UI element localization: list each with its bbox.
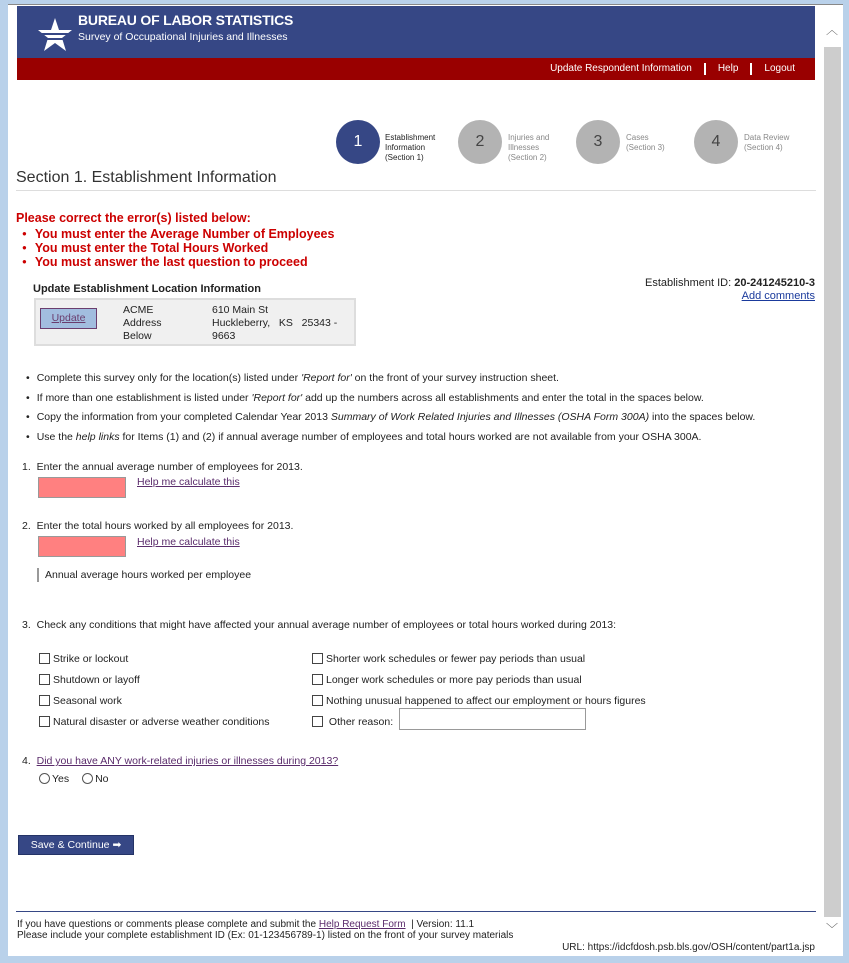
checkbox-seasonal[interactable]: Seasonal work bbox=[39, 691, 270, 712]
q4-question-link[interactable]: Did you have ANY work-related injuries or illnesses during 2013? bbox=[36, 755, 339, 767]
divider bbox=[16, 190, 816, 191]
establishment-name: ACME Address Below bbox=[123, 304, 162, 342]
scrollbar-thumb[interactable] bbox=[824, 47, 841, 917]
checkbox-shutdown[interactable]: Shutdown or layoff bbox=[39, 670, 270, 691]
error-item: ● You must answer the last question to proceed bbox=[22, 255, 334, 269]
step-4: 4 bbox=[694, 120, 738, 164]
footer-line-2: Please include your complete establishment ID (Ex: 01-123456789-1) listed on the front of your survey materials bbox=[17, 930, 514, 941]
step-1: 1 bbox=[336, 120, 380, 164]
help-request-form-link[interactable]: Help Request Form bbox=[318, 919, 406, 930]
step-2: 2 bbox=[458, 120, 502, 164]
browser-viewport bbox=[8, 4, 843, 956]
step-2-label: Injuries and Illnesses (Section 2) bbox=[508, 133, 550, 162]
instruction-item: • Complete this survey only for the location(s) listed under 'Report for' on the front of your survey instruction sheet. bbox=[26, 369, 755, 389]
instruction-item: • If more than one establishment is listed under 'Report for' add up the numbers across all establishments and enter the total in the spaces below. bbox=[26, 389, 755, 409]
other-reason-input[interactable] bbox=[399, 708, 586, 730]
survey-name: Survey of Occupational Injuries and Illnesses bbox=[78, 31, 288, 43]
avg-employees-input[interactable] bbox=[38, 477, 126, 498]
checkbox-other-reason[interactable]: Other reason: bbox=[312, 712, 646, 733]
step-1-label: Establishment Information (Section 1) bbox=[385, 133, 436, 162]
scroll-down-icon[interactable]: ﹀ bbox=[826, 922, 839, 936]
location-heading: Update Establishment Location Information bbox=[33, 283, 261, 295]
org-name: BUREAU OF LABOR STATISTICS bbox=[78, 12, 294, 28]
divider bbox=[750, 63, 752, 75]
footer-url: URL: https://idcfdosh.psb.bls.gov/OSH/content/part1a.jsp bbox=[562, 942, 815, 953]
establishment-address: 610 Main St Huckleberry, KS 25343 - 9663 bbox=[212, 304, 338, 342]
q3-label: 3. Check any conditions that might have affected your annual average number of employees or total hours worked during 2013: bbox=[22, 619, 617, 631]
help-link[interactable]: Help bbox=[717, 63, 739, 74]
instruction-item: • Use the help links for Items (1) and (2) if annual average number of employees and total hours worked are not available from your OSHA 300A. bbox=[26, 428, 755, 448]
bls-star-logo-icon bbox=[35, 14, 75, 54]
q3-left-options bbox=[39, 649, 270, 733]
update-location-button[interactable]: Update bbox=[40, 308, 97, 329]
update-respondent-link[interactable]: Update Respondent Information bbox=[550, 63, 692, 74]
error-item: ● You must enter the Total Hours Worked bbox=[22, 241, 334, 255]
top-nav-bar bbox=[17, 58, 815, 80]
establishment-id: Establishment ID: 20-241245210-3 Add comments bbox=[644, 277, 815, 302]
footer-line-1: If you have questions or comments please complete and submit the Help Request Form | Version: 11.1 bbox=[17, 919, 475, 930]
q2-label: 2. Enter the total hours worked by all employees for 2013. bbox=[22, 520, 294, 532]
error-list bbox=[22, 227, 334, 269]
checkbox-strike[interactable]: Strike or lockout bbox=[39, 649, 270, 670]
checkbox-nothing-unusual[interactable]: Nothing unusual happened to affect our employment or hours figures bbox=[312, 691, 646, 712]
site-header bbox=[17, 6, 815, 58]
location-box bbox=[34, 298, 356, 346]
page-title: Section 1. Establishment Information bbox=[16, 169, 277, 186]
step-4-label: Data Review (Section 4) bbox=[744, 133, 790, 152]
footer-divider bbox=[16, 911, 816, 912]
total-hours-input[interactable] bbox=[38, 536, 126, 557]
checkbox-longer-schedules[interactable]: Longer work schedules or more pay periods than usual bbox=[312, 670, 646, 691]
logout-link[interactable]: Logout bbox=[764, 63, 795, 74]
add-comments-link[interactable]: Add comments bbox=[741, 290, 815, 302]
step-3-label: Cases (Section 3) bbox=[626, 133, 665, 152]
radio-no[interactable]: No bbox=[82, 773, 108, 785]
instructions-list bbox=[26, 369, 755, 447]
q4-options bbox=[39, 773, 109, 785]
save-continue-button[interactable]: Save & Continue ➡ bbox=[18, 835, 134, 855]
instruction-item: • Copy the information from your completed Calendar Year 2013 Summary of Work Related Injuries and Illnesses (OSHA Form 300A) into the spaces below. bbox=[26, 408, 755, 428]
divider bbox=[704, 63, 706, 75]
q4-label: 4. Did you have ANY work-related injuries or illnesses during 2013? bbox=[22, 755, 339, 767]
checkbox-shorter-schedules[interactable]: Shorter work schedules or fewer pay periods than usual bbox=[312, 649, 646, 670]
q1-help-link[interactable]: Help me calculate this bbox=[137, 476, 240, 488]
arrow-right-icon: ➡ bbox=[112, 839, 122, 851]
step-3: 3 bbox=[576, 120, 620, 164]
q2-help-link[interactable]: Help me calculate this bbox=[137, 536, 240, 548]
avg-hours-per-employee: Annual average hours worked per employee bbox=[37, 568, 251, 582]
radio-yes[interactable]: Yes bbox=[39, 773, 69, 785]
q1-label: 1. Enter the annual average number of employees for 2013. bbox=[22, 461, 303, 473]
scroll-up-icon[interactable]: ︿ bbox=[826, 23, 839, 37]
error-item: ● You must enter the Average Number of Employees bbox=[22, 227, 334, 241]
checkbox-natural-disaster[interactable]: Natural disaster or adverse weather conditions bbox=[39, 712, 270, 733]
error-title: Please correct the error(s) listed below: bbox=[16, 211, 251, 225]
